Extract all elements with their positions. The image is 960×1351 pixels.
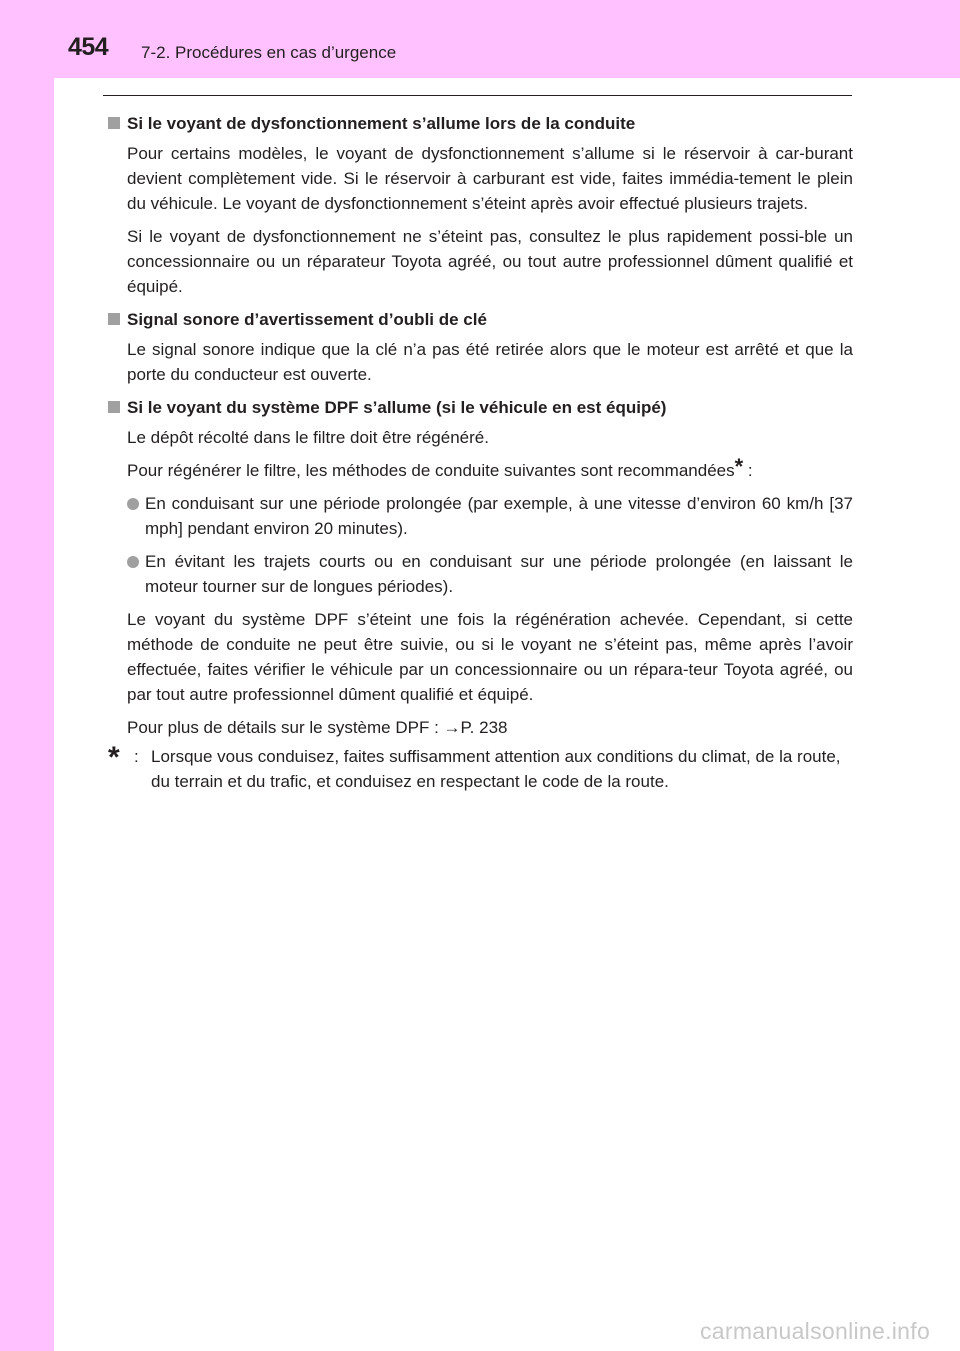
list-item <box>127 491 853 541</box>
cross-reference-line <box>127 715 853 740</box>
list-item <box>127 549 853 599</box>
footnote-marker: * <box>734 454 744 479</box>
section-rule <box>103 95 852 96</box>
paragraph-text: Pour plus de détails sur le système DPF : <box>127 718 444 737</box>
paragraph-text-end: : <box>743 461 753 480</box>
list-item-text: En évitant les trajets courts ou en conduisant sur une période prolongée (en laissant le moteur tourner sur de longues périodes). <box>145 552 853 596</box>
page-content <box>108 108 853 794</box>
paragraph: Pour certains modèles, le voyant de dysfonctionnement s’allume si le réservoir à car-burant devient complètement vide. Si le réservoir à carburant est vide, faites immédia-tement le plein du véhicule. Le voyant de dysfonctionnement s’éteint après avoir effectué plusieurs trajets. <box>127 144 853 213</box>
round-bullet-icon <box>127 556 139 568</box>
heading-text: Signal sonore d’avertissement d’oubli de clé <box>127 310 487 329</box>
footnote-colon: : <box>134 747 139 766</box>
square-bullet-icon <box>108 117 120 129</box>
square-bullet-icon <box>108 401 120 413</box>
footnote-text: Lorsque vous conduisez, faites suffisamment attention aux conditions du climat, de la route, du terrain et du trafic, et conduisez en respectant le code de la route. <box>151 747 841 791</box>
header-divider <box>54 78 960 80</box>
footnote-marker: * <box>108 741 120 774</box>
left-margin-band <box>0 0 54 1351</box>
section-heading <box>108 395 853 420</box>
paragraph-with-footnote <box>127 454 853 483</box>
section-heading <box>108 307 853 332</box>
round-bullet-icon <box>127 498 139 510</box>
paragraph: Le voyant du système DPF s’éteint une fois la régénération achevée. Cependant, si cette méthode de conduite ne peut être suivie, ou si le voyant ne s’éteint pas, même après l’avoir effectuée, faites vérifier le véhicule par un concessionnaire ou un répara-teur Toyota agréé, ou par tout autre professionnel dûment qualifié et équipé. <box>127 610 853 704</box>
page-number: 454 <box>68 33 109 61</box>
section-heading <box>108 111 853 136</box>
paragraph: Le dépôt récolté dans le filtre doit être régénéré. <box>127 428 489 447</box>
watermark: carmanualsonline.info <box>700 1318 931 1344</box>
page-reference-link[interactable]: →P. 238 <box>443 718 508 737</box>
paragraph: Le signal sonore indique que la clé n’a pas été retirée alors que le moteur est arrêté et que la porte du conducteur est ouverte. <box>127 340 853 384</box>
header-band <box>54 0 960 78</box>
paragraph: Si le voyant de dysfonctionnement ne s’éteint pas, consultez le plus rapidement possi-ble un concessionnaire ou un réparateur Toyota agréé, ou tout autre professionnel dûment qualifié et équipé. <box>127 227 853 296</box>
square-bullet-icon <box>108 313 120 325</box>
heading-text: Si le voyant de dysfonctionnement s’allume lors de la conduite <box>127 114 636 133</box>
paragraph-text: Pour régénérer le filtre, les méthodes de conduite suivantes sont recommandées <box>127 461 735 480</box>
heading-text: Si le voyant du système DPF s’allume (si le véhicule en est équipé) <box>127 398 667 417</box>
footnote <box>108 741 853 794</box>
list-item-text: En conduisant sur une période prolongée (par exemple, à une vitesse d’environ 60 km/h [37 mph] pendant environ 20 minutes). <box>145 494 853 538</box>
chapter-title: 7-2. Procédures en cas d’urgence <box>141 43 397 62</box>
